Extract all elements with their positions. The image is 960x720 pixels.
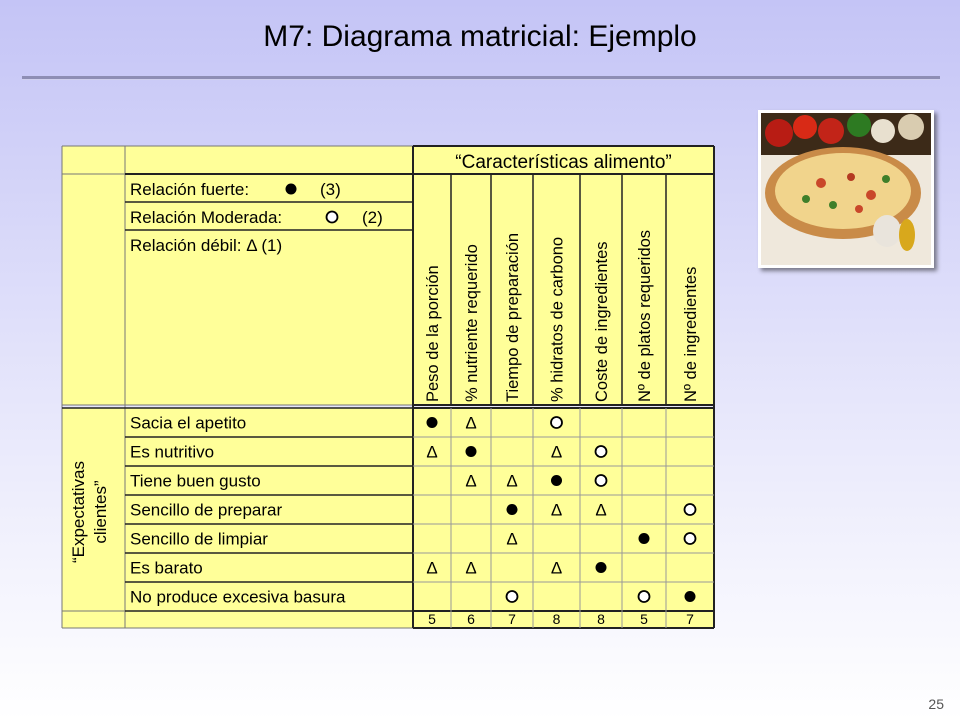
weak-relation-symbol: Δ [550, 442, 563, 462]
row-group-label: clientes” [91, 480, 110, 544]
weak-relation-symbol: Δ [550, 500, 563, 520]
strong-relation-symbol [427, 417, 438, 428]
legend-strong-value: (3) [320, 180, 341, 199]
column-total: 7 [686, 611, 694, 627]
matrix-cell-bg [413, 408, 714, 611]
column-header: Tiempo de preparación [504, 232, 522, 402]
moderate-relation-symbol [685, 533, 696, 544]
column-header: Coste de ingredientes [593, 241, 611, 402]
row-label: Sacia el apetito [130, 413, 247, 433]
legend-moderate-symbol [327, 212, 338, 223]
legend-moderate-value: (2) [362, 208, 383, 227]
column-total: 8 [552, 611, 561, 627]
column-header: Nº de platos requeridos [636, 229, 654, 402]
row-label: No produce excesiva basura [130, 587, 346, 607]
matrix-cell-bg [62, 611, 125, 628]
weak-relation-symbol: Δ [595, 500, 607, 520]
column-header: % hidratos de carbono [548, 236, 567, 402]
matrix-cell-bg [125, 611, 413, 628]
legend-moderate-label: Relación Moderada: [130, 208, 283, 227]
strong-relation-symbol [685, 591, 696, 602]
column-total: 5 [428, 611, 436, 627]
column-header: % nutriente requerido [463, 244, 481, 402]
column-group-label: “Características alimento” [455, 152, 672, 173]
moderate-relation-symbol [685, 504, 696, 515]
column-total: 6 [467, 611, 475, 627]
legend-weak-label: Relación débil: Δ (1) [130, 236, 283, 255]
column-total: 7 [508, 611, 516, 627]
weak-relation-symbol: Δ [465, 413, 477, 433]
row-label: Es barato [130, 558, 203, 578]
weak-relation-symbol: Δ [506, 471, 518, 491]
weak-relation-symbol: Δ [506, 529, 518, 549]
legend-strong-label: Relación fuerte: [130, 180, 250, 199]
strong-relation-symbol [596, 562, 607, 573]
moderate-relation-symbol [596, 475, 607, 486]
row-label: Es nutritivo [130, 442, 215, 462]
matrix-cell-bg [125, 146, 413, 174]
legend-strong-symbol [286, 184, 297, 195]
slide-number: 25 [928, 696, 944, 712]
weak-relation-symbol: Δ [465, 471, 477, 491]
matrix-cell-bg [413, 611, 714, 628]
weak-relation-symbol: Δ [550, 558, 563, 578]
moderate-relation-symbol [551, 417, 562, 428]
moderate-relation-symbol [639, 591, 650, 602]
column-total: 5 [640, 611, 648, 627]
weak-relation-symbol: Δ [426, 558, 438, 578]
strong-relation-symbol [507, 504, 518, 515]
page-title: M7: Diagrama matricial: Ejemplo [263, 20, 697, 53]
strong-relation-symbol [466, 446, 477, 457]
weak-relation-symbol: Δ [465, 558, 477, 578]
row-group-label: “Expectativas [69, 460, 88, 564]
row-label: Sencillo de limpiar [130, 529, 268, 549]
matrix-cell-bg [62, 174, 125, 405]
column-header: Peso de la porción [424, 265, 442, 402]
strong-relation-symbol [551, 475, 562, 486]
weak-relation-symbol: Δ [426, 442, 438, 462]
row-label: Tiene buen gusto [130, 471, 261, 491]
column-total: 8 [597, 611, 605, 627]
moderate-relation-symbol [596, 446, 607, 457]
strong-relation-symbol [639, 533, 650, 544]
moderate-relation-symbol [507, 591, 518, 602]
matrix-cell-bg [62, 146, 125, 174]
row-label: Sencillo de preparar [130, 500, 283, 520]
column-header: Nº de ingredientes [682, 266, 700, 402]
